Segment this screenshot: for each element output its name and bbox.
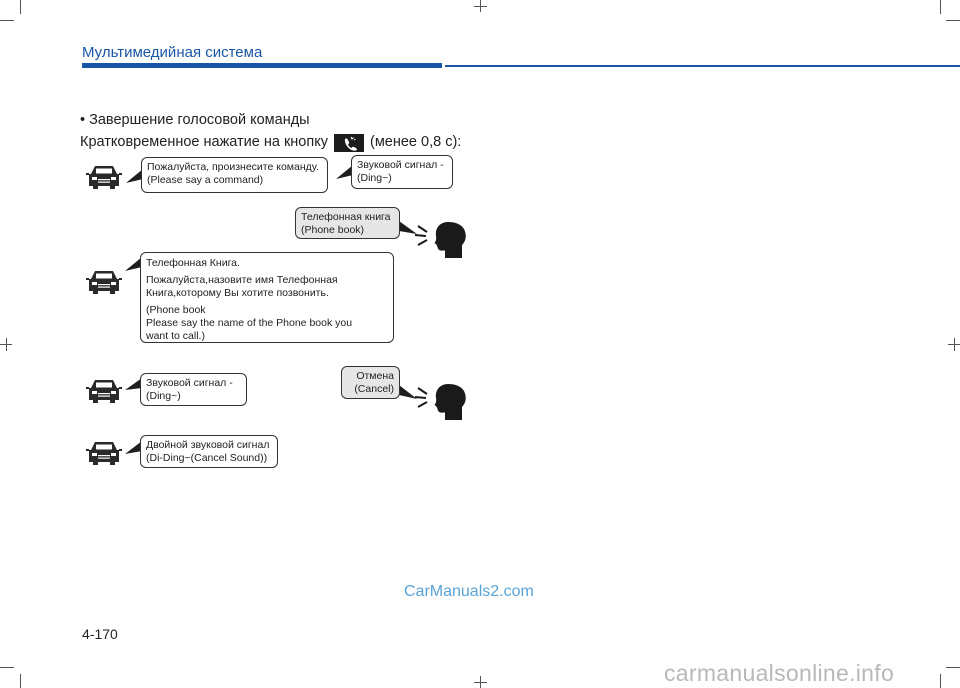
car-icon [86,380,122,403]
bubble-text: Телефонная книга (Phone book) [301,211,391,236]
bubble-tail [399,385,417,399]
bullet-heading: • Завершение голосовой команды [80,112,310,128]
ding-bubble [351,155,453,189]
bubble-text: Телефонная Книга. [146,257,240,269]
bubble-text: Пожалуйста,назовите имя Телефонная Книга,которому Вы хотите позвонить. [146,274,338,299]
bubble-text: Звуковой сигнал - (Ding~) [357,159,444,184]
watermark-logo: CarManuals2.com [404,583,534,600]
page-number: 4-170 [82,626,118,642]
bubble-text: Отмена (Cancel) [354,370,394,395]
car-icon [86,271,122,294]
bubble-text: (Phone book Please say the name of the Phone book you want to call.) [146,304,353,342]
phonebook-prompt-bubble [140,252,394,343]
double-ding-bubble [140,435,278,468]
section-header-title: Мультимедийная система [82,44,263,61]
car-icon [86,166,122,189]
bubble-text: Звуковой сигнал - (Ding~) [146,377,233,402]
speaking-person-icon [415,222,466,258]
bubble-text: Двойной звуковой сигнал (Di-Ding~(Cancel Sound)) [146,439,270,464]
intro-text: Кратковременное нажатие на кнопку [80,134,328,150]
watermark-site: carmanualsonline.info [664,660,895,686]
intro-text-after: (менее 0,8 с): [369,134,462,150]
system-prompt-bubble [141,157,328,193]
bubble-tail [399,221,417,234]
car-icon [86,442,122,465]
ding-bubble [140,373,247,406]
user-phonebook-bubble [295,207,400,239]
bubble-text: Пожалуйста, произнесите команду. (Please say a command) [147,161,319,186]
user-cancel-bubble [341,366,400,399]
speaking-person-icon [415,384,466,420]
